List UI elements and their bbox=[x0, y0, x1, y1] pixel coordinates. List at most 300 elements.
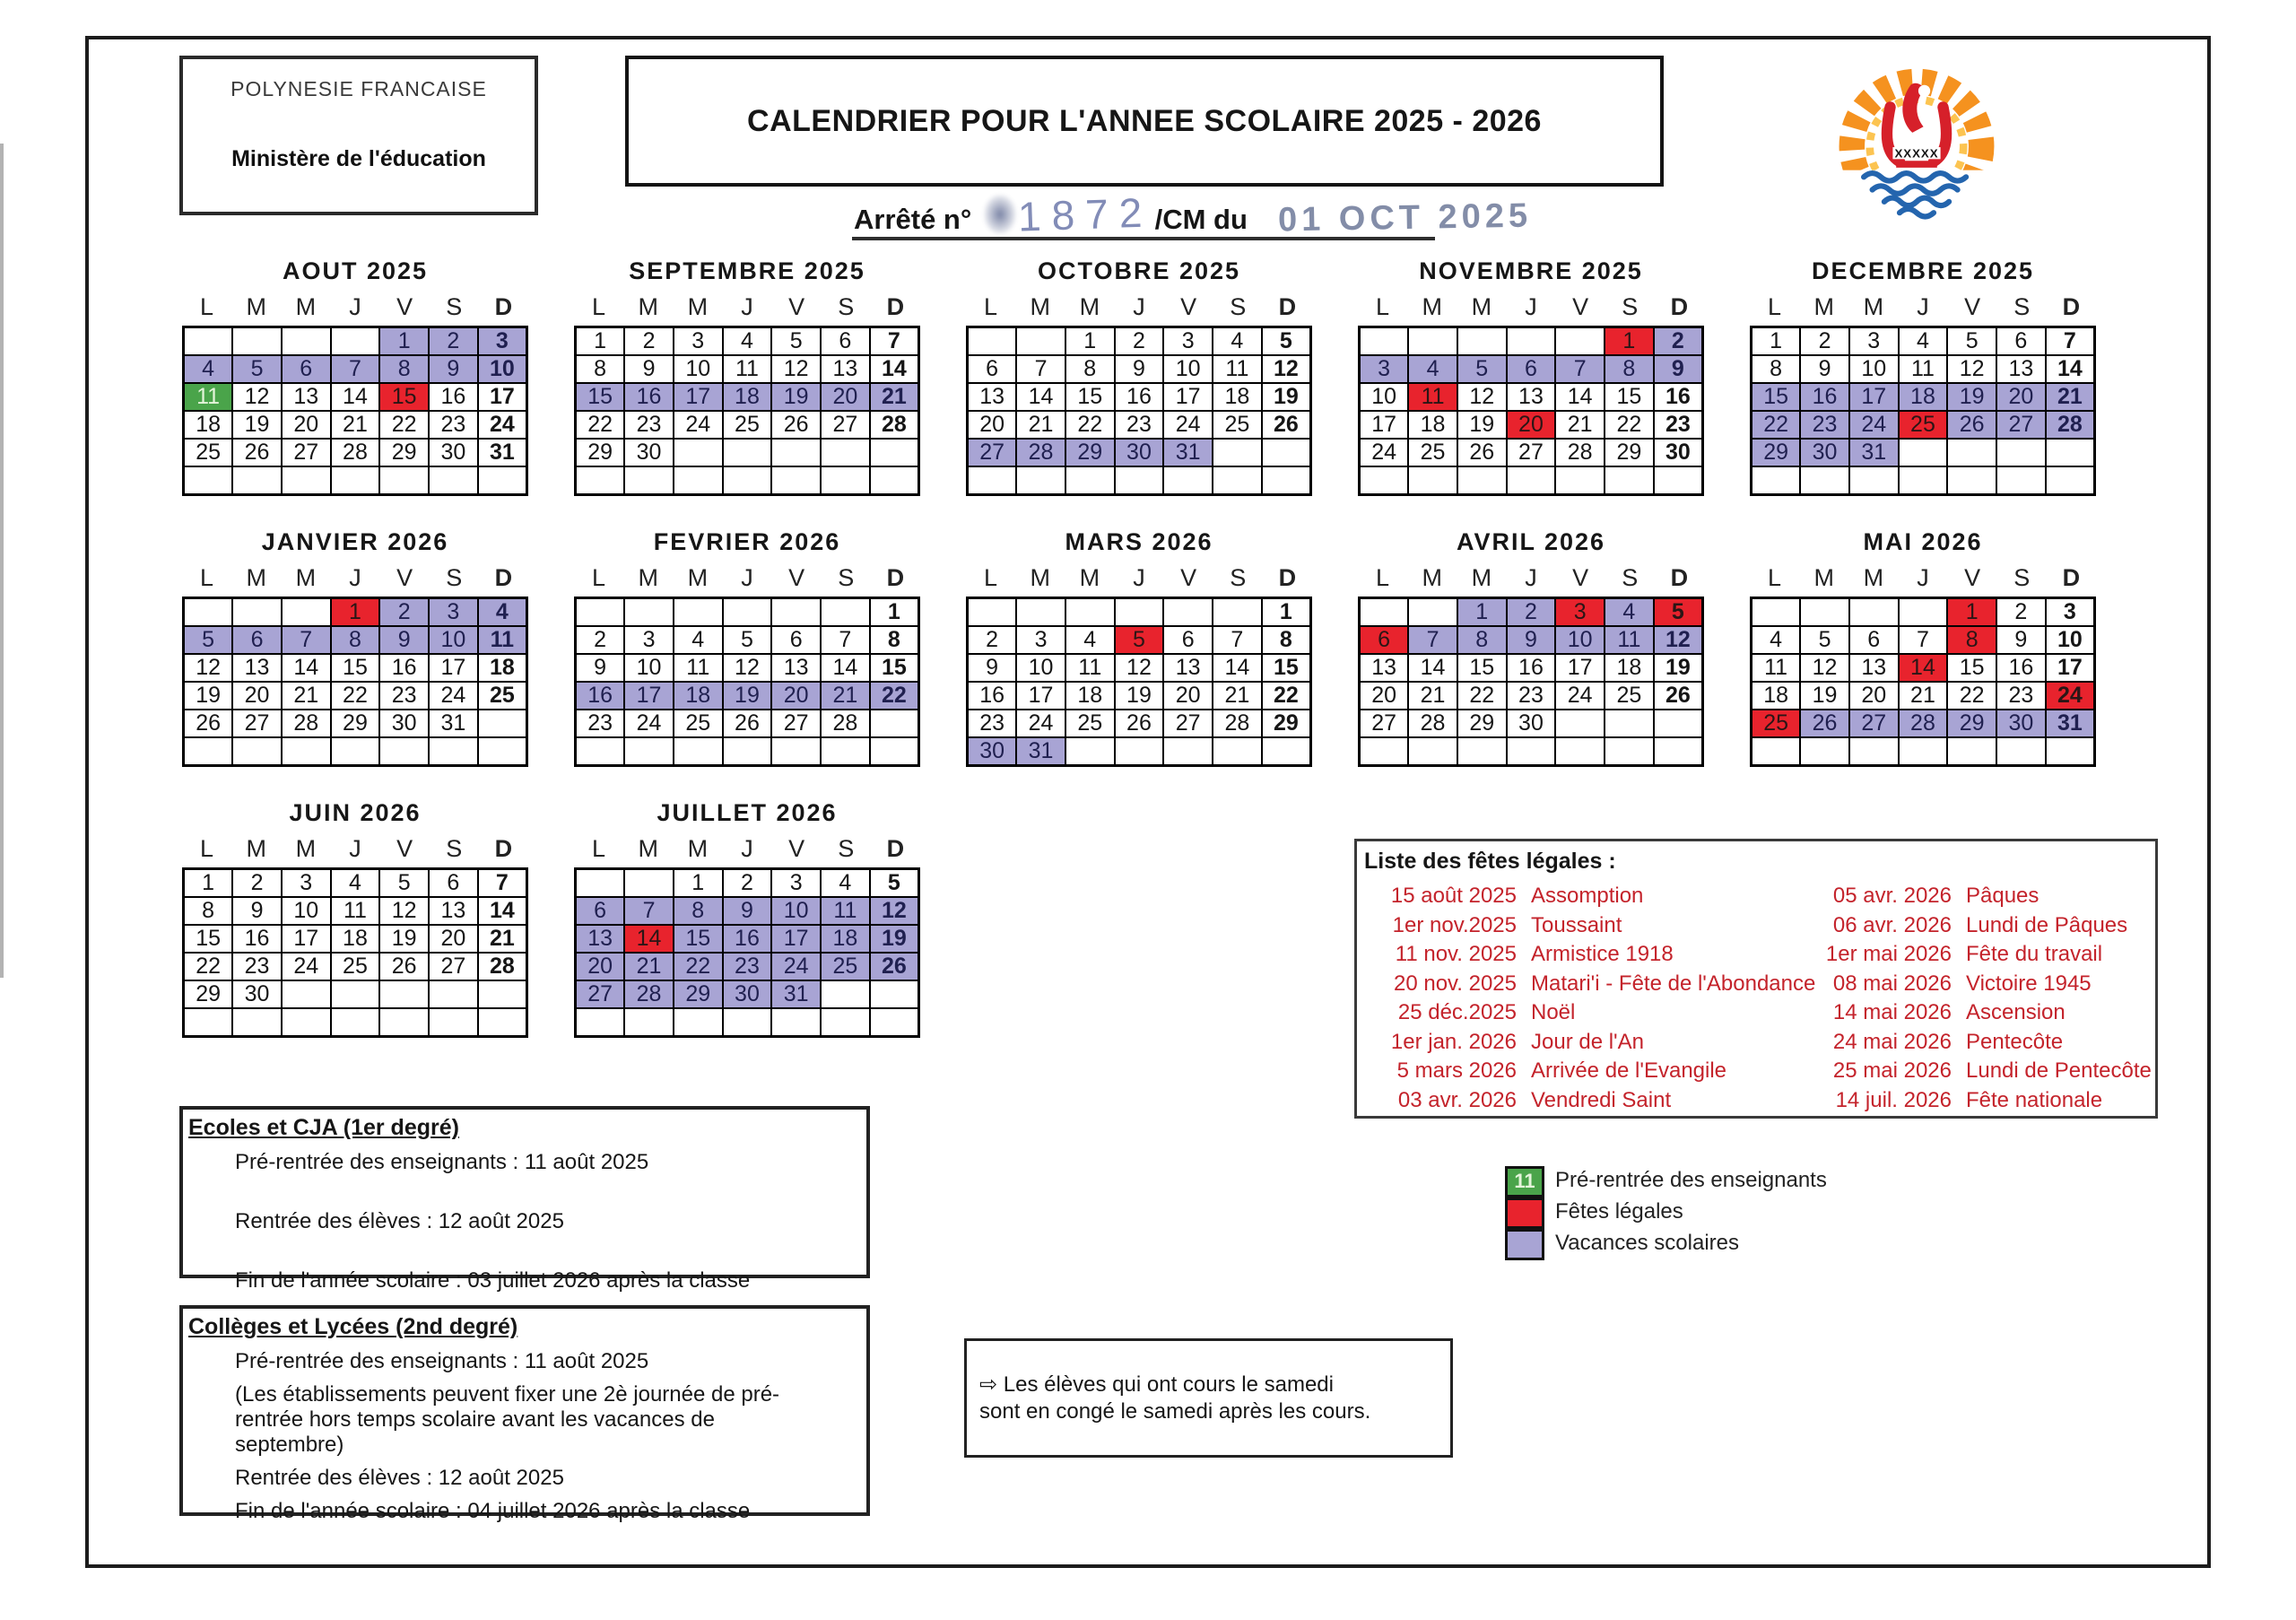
day-cell: 13 bbox=[1507, 383, 1556, 411]
weekday-header: J bbox=[1525, 564, 1537, 591]
week-row bbox=[1752, 626, 2095, 654]
empty-day-cell bbox=[1849, 598, 1899, 627]
week-row bbox=[1360, 355, 1703, 383]
day-cell: 23 bbox=[576, 710, 625, 737]
empty-day-cell bbox=[1408, 598, 1457, 627]
legend-swatch-vacances bbox=[1505, 1229, 1544, 1260]
primary-schools-title: Ecoles et CJA (1er degré) bbox=[188, 1115, 459, 1140]
ecoles-line: Rentrée des élèves : 12 août 2025 bbox=[235, 1209, 564, 1233]
weekday-header: V bbox=[1180, 293, 1197, 320]
empty-day-cell bbox=[771, 737, 821, 766]
day-cell: 21 bbox=[1213, 682, 1262, 710]
week-row bbox=[184, 327, 527, 356]
day-cell: 17 bbox=[1163, 383, 1213, 411]
day-cell: 7 bbox=[2046, 327, 2095, 356]
day-cell: 2 bbox=[723, 869, 772, 898]
weekday-header-row bbox=[1358, 293, 1704, 326]
day-cell: 31 bbox=[429, 710, 478, 737]
empty-day-cell bbox=[674, 439, 723, 466]
empty-day-cell bbox=[232, 466, 282, 495]
day-cell: 12 bbox=[379, 897, 429, 925]
day-cell: 15 bbox=[331, 654, 380, 682]
legend bbox=[1505, 1164, 1827, 1259]
empty-day-cell bbox=[331, 980, 380, 1008]
day-cell: 26 bbox=[723, 710, 772, 737]
day-cell: 20 bbox=[771, 682, 821, 710]
calendar-month-title: JUIN 2026 bbox=[289, 799, 422, 826]
week-row bbox=[576, 1008, 919, 1037]
holiday-date: 14 mai 2026 bbox=[1832, 1000, 1952, 1024]
weekday-header: M bbox=[295, 835, 317, 862]
empty-day-cell bbox=[821, 466, 870, 495]
day-cell: 8 bbox=[576, 355, 625, 383]
day-cell: 16 bbox=[576, 682, 625, 710]
day-cell: 4 bbox=[1408, 355, 1457, 383]
day-cell: 30 bbox=[624, 439, 674, 466]
empty-day-cell bbox=[232, 1008, 282, 1037]
secondary-schools-lines bbox=[183, 1349, 866, 1524]
holiday-date: 05 avr. 2026 bbox=[1832, 884, 1952, 908]
day-cell: 6 bbox=[1849, 626, 1899, 654]
weekday-header-row bbox=[1358, 564, 1704, 597]
day-cell: 8 bbox=[1947, 626, 1996, 654]
week-row bbox=[576, 953, 919, 980]
empty-day-cell bbox=[771, 439, 821, 466]
week-row bbox=[576, 327, 919, 356]
weekday-header: M bbox=[1422, 564, 1442, 591]
day-cell: 27 bbox=[232, 710, 282, 737]
day-cell: 30 bbox=[723, 980, 772, 1008]
day-cell: 26 bbox=[1947, 411, 1996, 439]
day-cell: 16 bbox=[1654, 383, 1703, 411]
day-cell: 7 bbox=[870, 327, 919, 356]
day-cell: 30 bbox=[1654, 439, 1703, 466]
empty-day-cell bbox=[968, 466, 1017, 495]
week-row bbox=[1360, 411, 1703, 439]
day-cell: 2 bbox=[232, 869, 282, 898]
holiday-name: Armistice 1918 bbox=[1531, 942, 1674, 966]
week-row bbox=[184, 355, 527, 383]
day-cell: 12 bbox=[232, 383, 282, 411]
day-cell: 27 bbox=[1507, 439, 1556, 466]
day-cell: 12 bbox=[184, 654, 233, 682]
day-cell: 22 bbox=[1947, 682, 1996, 710]
day-cell: 28 bbox=[1213, 710, 1262, 737]
decree-number-stamp: 1872 bbox=[1017, 188, 1154, 240]
day-cell: 25 bbox=[331, 953, 380, 980]
calendar-juillet-2026 bbox=[574, 799, 920, 1038]
weekday-header-row bbox=[1750, 564, 2096, 597]
day-cell: 2 bbox=[1115, 327, 1164, 356]
day-cell: 14 bbox=[821, 654, 870, 682]
day-cell: 15 bbox=[1752, 383, 1801, 411]
day-cell: 18 bbox=[331, 925, 380, 953]
month-day-grid bbox=[1750, 326, 2096, 496]
empty-day-cell bbox=[1800, 466, 1849, 495]
day-cell: 7 bbox=[1016, 355, 1065, 383]
holiday-name: Fête nationale bbox=[1966, 1087, 2103, 1112]
day-cell: 3 bbox=[1163, 327, 1213, 356]
day-cell: 11 bbox=[331, 897, 380, 925]
month-day-grid bbox=[1750, 597, 2096, 767]
day-cell: 12 bbox=[1457, 383, 1507, 411]
day-cell: 29 bbox=[1605, 439, 1654, 466]
day-cell: 6 bbox=[771, 626, 821, 654]
day-cell: 1 bbox=[184, 869, 233, 898]
day-cell: 5 bbox=[870, 869, 919, 898]
day-cell: 28 bbox=[821, 710, 870, 737]
week-row bbox=[184, 598, 527, 627]
ecoles-line: Pré-rentrée des enseignants : 11 août 2025 bbox=[235, 1150, 649, 1174]
empty-day-cell bbox=[870, 1008, 919, 1037]
empty-day-cell bbox=[1947, 737, 1996, 766]
weekday-header: M bbox=[1863, 564, 1884, 591]
day-cell: 26 bbox=[771, 411, 821, 439]
primary-schools-box bbox=[179, 1106, 870, 1293]
day-cell: 3 bbox=[1555, 598, 1605, 627]
week-row bbox=[1752, 327, 2095, 356]
weekday-header: L bbox=[200, 293, 214, 320]
week-row bbox=[576, 682, 919, 710]
weekday-header: D bbox=[1278, 564, 1297, 591]
weekday-header: M bbox=[246, 835, 266, 862]
day-cell: 27 bbox=[771, 710, 821, 737]
weekday-header: M bbox=[1030, 293, 1050, 320]
day-cell: 28 bbox=[1899, 710, 1948, 737]
weekday-header-row bbox=[1750, 293, 2096, 326]
empty-day-cell bbox=[1947, 466, 1996, 495]
day-cell: 14 bbox=[870, 355, 919, 383]
weekday-header: V bbox=[788, 293, 805, 320]
holiday-name: Toussaint bbox=[1531, 912, 1622, 937]
weekday-header: S bbox=[1622, 293, 1639, 320]
day-cell: 17 bbox=[282, 925, 331, 953]
week-row bbox=[576, 626, 919, 654]
day-cell: 14 bbox=[1899, 654, 1948, 682]
day-cell: 3 bbox=[282, 869, 331, 898]
day-cell: 20 bbox=[282, 411, 331, 439]
day-cell: 13 bbox=[429, 897, 478, 925]
empty-day-cell bbox=[232, 327, 282, 356]
empty-day-cell bbox=[1163, 466, 1213, 495]
empty-day-cell bbox=[870, 737, 919, 766]
weekday-header: V bbox=[1964, 564, 1981, 591]
day-cell: 1 bbox=[1947, 598, 1996, 627]
day-cell: 4 bbox=[1065, 626, 1115, 654]
empty-day-cell bbox=[1752, 737, 1801, 766]
weekday-header: S bbox=[2013, 564, 2031, 591]
day-cell: 2 bbox=[429, 327, 478, 356]
calendar-month-title: MAI 2026 bbox=[1863, 528, 1983, 555]
holiday-row bbox=[1366, 1057, 1801, 1086]
day-cell: 4 bbox=[1213, 327, 1262, 356]
weekday-header: M bbox=[1030, 564, 1050, 591]
empty-day-cell bbox=[1262, 466, 1311, 495]
day-cell: 17 bbox=[2046, 654, 2095, 682]
day-cell: 28 bbox=[478, 953, 527, 980]
day-cell: 27 bbox=[429, 953, 478, 980]
day-cell: 29 bbox=[674, 980, 723, 1008]
day-cell: 6 bbox=[1360, 626, 1409, 654]
title-box bbox=[625, 56, 1664, 187]
empty-day-cell bbox=[1016, 466, 1065, 495]
month-day-grid bbox=[182, 326, 528, 496]
weekday-header: L bbox=[200, 564, 214, 591]
empty-day-cell bbox=[1065, 466, 1115, 495]
legal-holidays-left-column bbox=[1366, 882, 1816, 1115]
empty-day-cell bbox=[478, 980, 527, 1008]
weekday-header: D bbox=[1278, 293, 1297, 320]
holiday-row bbox=[1366, 998, 1801, 1028]
holiday-row bbox=[1366, 1086, 1801, 1116]
day-cell: 7 bbox=[478, 869, 527, 898]
day-cell: 11 bbox=[821, 897, 870, 925]
day-cell: 9 bbox=[232, 897, 282, 925]
week-row bbox=[576, 598, 919, 627]
weekday-header: L bbox=[592, 293, 606, 320]
week-row bbox=[1360, 710, 1703, 737]
weekday-header: M bbox=[638, 564, 658, 591]
weekday-header-row bbox=[574, 835, 920, 867]
empty-day-cell bbox=[1163, 737, 1213, 766]
day-cell: 26 bbox=[870, 953, 919, 980]
day-cell: 7 bbox=[1555, 355, 1605, 383]
holiday-row bbox=[1801, 882, 2152, 911]
weekday-header: V bbox=[396, 835, 413, 862]
day-cell: 31 bbox=[1849, 439, 1899, 466]
day-cell: 4 bbox=[723, 327, 772, 356]
day-cell: 29 bbox=[379, 439, 429, 466]
empty-day-cell bbox=[624, 466, 674, 495]
weekday-header: J bbox=[349, 564, 361, 591]
empty-day-cell bbox=[624, 869, 674, 898]
day-cell: 4 bbox=[331, 869, 380, 898]
day-cell: 19 bbox=[1800, 682, 1849, 710]
day-cell: 13 bbox=[821, 355, 870, 383]
calendar-month-title: JUILLET 2026 bbox=[657, 799, 838, 826]
empty-day-cell bbox=[2046, 439, 2095, 466]
day-cell: 18 bbox=[1408, 411, 1457, 439]
day-cell: 24 bbox=[2046, 682, 2095, 710]
holiday-row bbox=[1801, 1028, 2152, 1058]
holiday-row bbox=[1801, 1057, 2152, 1086]
empty-day-cell bbox=[821, 1008, 870, 1037]
day-cell: 16 bbox=[232, 925, 282, 953]
day-cell: 24 bbox=[429, 682, 478, 710]
day-cell: 14 bbox=[1408, 654, 1457, 682]
holiday-row bbox=[1366, 970, 1816, 999]
day-cell: 10 bbox=[624, 654, 674, 682]
day-cell: 30 bbox=[1800, 439, 1849, 466]
day-cell: 8 bbox=[184, 897, 233, 925]
day-cell: 15 bbox=[576, 383, 625, 411]
empty-day-cell bbox=[1752, 598, 1801, 627]
day-cell: 28 bbox=[1555, 439, 1605, 466]
empty-day-cell bbox=[771, 598, 821, 627]
day-cell: 22 bbox=[379, 411, 429, 439]
week-row bbox=[576, 869, 919, 898]
holiday-name: Pâques bbox=[1966, 884, 2039, 908]
day-cell: 9 bbox=[1996, 626, 2046, 654]
calendar-septembre-2025 bbox=[574, 257, 920, 496]
day-cell: 3 bbox=[624, 626, 674, 654]
day-cell: 2 bbox=[1654, 327, 1703, 356]
week-row bbox=[576, 654, 919, 682]
holiday-date: 1er jan. 2026 bbox=[1390, 1029, 1517, 1054]
day-cell: 29 bbox=[1752, 439, 1801, 466]
day-cell: 20 bbox=[232, 682, 282, 710]
day-cell: 13 bbox=[282, 383, 331, 411]
holiday-row bbox=[1366, 911, 1801, 941]
empty-day-cell bbox=[379, 466, 429, 495]
calendar-janvier-2026 bbox=[182, 528, 528, 767]
day-cell: 24 bbox=[1163, 411, 1213, 439]
day-cell: 9 bbox=[1654, 355, 1703, 383]
day-cell: 15 bbox=[674, 925, 723, 953]
day-cell: 9 bbox=[723, 897, 772, 925]
holiday-date: 15 août 2025 bbox=[1390, 884, 1517, 908]
week-row bbox=[968, 383, 1311, 411]
weekday-header: S bbox=[446, 293, 463, 320]
day-cell: 3 bbox=[2046, 598, 2095, 627]
day-cell: 18 bbox=[1899, 383, 1948, 411]
day-cell: 25 bbox=[1752, 710, 1801, 737]
holiday-date: 25 mai 2026 bbox=[1832, 1058, 1952, 1083]
day-cell: 6 bbox=[232, 626, 282, 654]
legend-row-fete bbox=[1505, 1196, 1827, 1227]
day-cell: 30 bbox=[232, 980, 282, 1008]
week-row bbox=[1752, 598, 2095, 627]
weekday-header: J bbox=[1525, 293, 1537, 320]
day-cell: 9 bbox=[576, 654, 625, 682]
day-cell: 7 bbox=[1408, 626, 1457, 654]
day-cell: 8 bbox=[674, 897, 723, 925]
weekday-header: M bbox=[1079, 293, 1100, 320]
secondary-schools-title: Collèges et Lycées (2nd degré) bbox=[188, 1314, 518, 1339]
legal-holidays-box bbox=[1354, 839, 2158, 1119]
weekday-header: L bbox=[1376, 293, 1390, 320]
weekday-header: J bbox=[349, 293, 361, 320]
empty-day-cell bbox=[1654, 737, 1703, 766]
week-row bbox=[1360, 466, 1703, 495]
week-row bbox=[1752, 654, 2095, 682]
day-cell: 3 bbox=[771, 869, 821, 898]
day-cell: 11 bbox=[1065, 654, 1115, 682]
weekday-header: D bbox=[1670, 293, 1689, 320]
day-cell: 20 bbox=[429, 925, 478, 953]
empty-day-cell bbox=[1213, 737, 1262, 766]
empty-day-cell bbox=[1457, 327, 1507, 356]
day-cell: 11 bbox=[1213, 355, 1262, 383]
day-cell: 20 bbox=[1360, 682, 1409, 710]
week-row bbox=[1752, 411, 2095, 439]
empty-day-cell bbox=[1262, 737, 1311, 766]
day-cell: 4 bbox=[1752, 626, 1801, 654]
empty-day-cell bbox=[1065, 598, 1115, 627]
week-row bbox=[968, 327, 1311, 356]
calendar-month-title: FEVRIER 2026 bbox=[653, 528, 841, 555]
weekday-header: J bbox=[1917, 293, 1929, 320]
day-cell: 24 bbox=[624, 710, 674, 737]
day-cell: 21 bbox=[1408, 682, 1457, 710]
day-cell: 7 bbox=[331, 355, 380, 383]
empty-day-cell bbox=[1555, 466, 1605, 495]
day-cell: 7 bbox=[624, 897, 674, 925]
day-cell: 11 bbox=[1752, 654, 1801, 682]
day-cell: 28 bbox=[624, 980, 674, 1008]
day-cell: 9 bbox=[379, 626, 429, 654]
day-cell: 5 bbox=[379, 869, 429, 898]
month-day-grid bbox=[966, 326, 1312, 496]
day-cell: 18 bbox=[478, 654, 527, 682]
month-day-grid bbox=[574, 326, 920, 496]
weekday-header: M bbox=[638, 293, 658, 320]
legend-label: Fêtes légales bbox=[1555, 1198, 1683, 1224]
empty-day-cell bbox=[184, 1008, 233, 1037]
week-row bbox=[184, 710, 527, 737]
day-cell: 10 bbox=[282, 897, 331, 925]
day-cell: 4 bbox=[184, 355, 233, 383]
empty-day-cell bbox=[624, 1008, 674, 1037]
empty-day-cell bbox=[723, 439, 772, 466]
week-row bbox=[1360, 626, 1703, 654]
week-row bbox=[184, 411, 527, 439]
empty-day-cell bbox=[429, 737, 478, 766]
empty-day-cell bbox=[1899, 439, 1948, 466]
empty-day-cell bbox=[723, 737, 772, 766]
day-cell: 10 bbox=[771, 897, 821, 925]
weekday-header: L bbox=[200, 835, 214, 862]
calendar-month-title: NOVEMBRE 2025 bbox=[1419, 257, 1643, 284]
week-row bbox=[968, 355, 1311, 383]
day-cell: 13 bbox=[1849, 654, 1899, 682]
month-day-grid bbox=[1358, 597, 1704, 767]
empty-day-cell bbox=[1065, 737, 1115, 766]
holiday-name: Lundi de Pâques bbox=[1966, 912, 2128, 937]
week-row bbox=[968, 710, 1311, 737]
day-cell: 3 bbox=[1016, 626, 1065, 654]
day-cell: 23 bbox=[1654, 411, 1703, 439]
empty-day-cell bbox=[1947, 439, 1996, 466]
week-row bbox=[576, 710, 919, 737]
weekday-header: D bbox=[494, 293, 513, 320]
saturday-note-box bbox=[964, 1338, 1453, 1458]
weekday-header: S bbox=[1230, 564, 1247, 591]
day-cell: 23 bbox=[379, 682, 429, 710]
week-row bbox=[1752, 710, 2095, 737]
calendar-mai-2026 bbox=[1750, 528, 2096, 767]
weekday-header: D bbox=[494, 835, 513, 862]
holiday-name: Pentecôte bbox=[1966, 1029, 2064, 1054]
weekday-header: M bbox=[1079, 564, 1100, 591]
day-cell: 1 bbox=[1457, 598, 1507, 627]
empty-day-cell bbox=[968, 598, 1017, 627]
day-cell: 6 bbox=[1163, 626, 1213, 654]
weekday-header: L bbox=[1768, 564, 1782, 591]
empty-day-cell bbox=[282, 1008, 331, 1037]
empty-day-cell bbox=[1996, 737, 2046, 766]
day-cell: 17 bbox=[1360, 411, 1409, 439]
calendar-month-title: SEPTEMBRE 2025 bbox=[629, 257, 865, 284]
empty-day-cell bbox=[331, 327, 380, 356]
week-row bbox=[576, 355, 919, 383]
weekday-header: D bbox=[886, 835, 905, 862]
day-cell: 26 bbox=[1457, 439, 1507, 466]
holiday-date: 03 avr. 2026 bbox=[1397, 1087, 1517, 1112]
month-day-grid bbox=[966, 597, 1312, 767]
empty-day-cell bbox=[232, 598, 282, 627]
day-cell: 20 bbox=[821, 383, 870, 411]
